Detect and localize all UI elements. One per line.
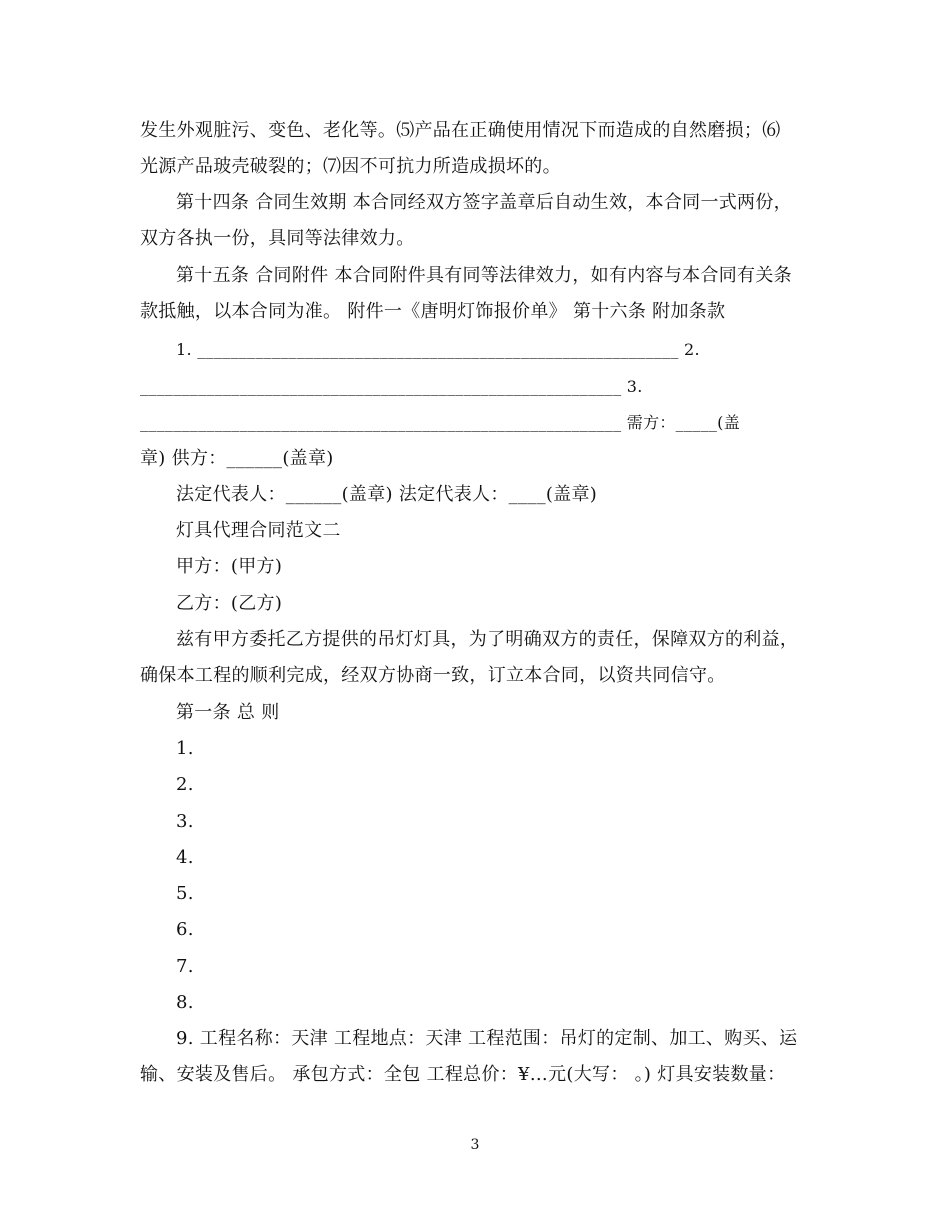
list-item: 2. bbox=[176, 774, 194, 795]
text-line: 法定代表人：______(盖章) 法定代表人：____(盖章) bbox=[176, 484, 598, 505]
text-line: 确保本工程的顺利完成，经双方协商一致，订立本合同，以资共同信守。 bbox=[140, 665, 726, 686]
list-item: 8. bbox=[176, 992, 194, 1013]
list-item: 4. bbox=[176, 847, 194, 868]
list-item: 7. bbox=[176, 956, 194, 977]
text-line: 章) 供方：______(盖章) bbox=[140, 448, 334, 469]
text-line: __________________________________________________________ 3. bbox=[140, 377, 643, 396]
party-b-line: 乙方：(乙方) bbox=[176, 593, 283, 614]
list-item: 3. bbox=[176, 811, 194, 832]
list-item: 6. bbox=[176, 919, 194, 940]
text-line: 双方各执一份，具同等法律效力。 bbox=[140, 228, 415, 249]
page-number: 3 bbox=[470, 1137, 480, 1153]
text-line: 输、安装及售后。 承包方式：全包 工程总价：¥…元(大写： 。) 灯具安装数量： bbox=[140, 1064, 786, 1085]
list-item: 1. bbox=[176, 738, 194, 759]
article-heading: 第一条 总 则 bbox=[176, 702, 280, 723]
list-item: 5. bbox=[176, 883, 194, 904]
text-line: 发生外观脏污、变色、老化等。⑸产品在正确使用情况下而造成的自然磨损；⑹ bbox=[140, 120, 781, 141]
party-a-line: 甲方：(甲方) bbox=[176, 556, 283, 577]
text-line: 第十五条 合同附件 本合同附件具有同等法律效力，如有内容与本合同有关条 bbox=[176, 265, 792, 286]
text-line: __________________________________________________________ 需方：_____(盖 bbox=[140, 413, 741, 432]
text-line: 光源产品玻壳破裂的；⑺因不可抗力所造成损坏的。 bbox=[140, 156, 561, 177]
text-line: 兹有甲方委托乙方提供的吊灯灯具，为了明确双方的责任，保障双方的利益， bbox=[176, 629, 799, 650]
text-line: 9. 工程名称：天津 工程地点：天津 工程范围：吊灯的定制、加工、购买、运 bbox=[176, 1028, 798, 1049]
text-line: 款抵触，以本合同为准。 附件一《唐明灯饰报价单》 第十六条 附加条款 bbox=[140, 301, 726, 322]
section-title: 灯具代理合同范文二 bbox=[176, 520, 341, 541]
text-line: 第十四条 合同生效期 本合同经双方签字盖章后自动生效，本合同一式两份， bbox=[176, 192, 792, 213]
text-line: 1. __________________________________________________________ 2. bbox=[176, 340, 700, 359]
